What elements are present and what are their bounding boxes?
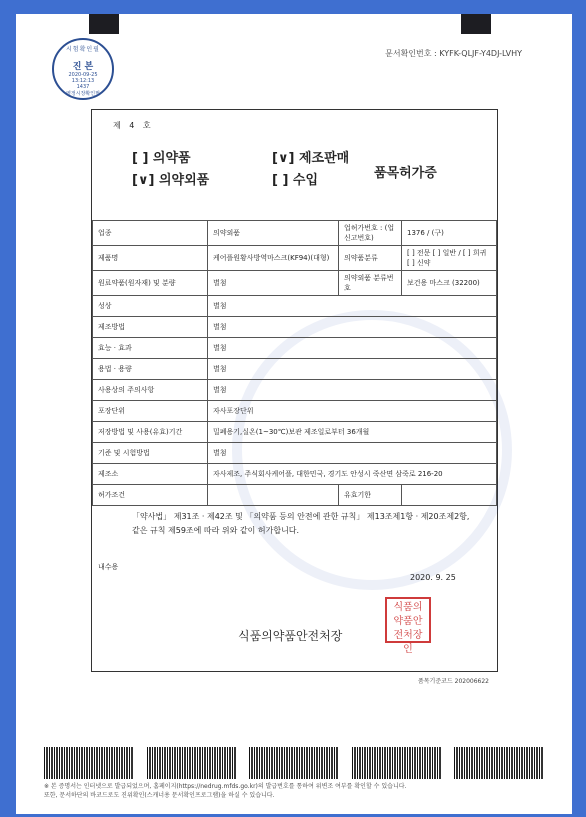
barcode-icon: [249, 747, 339, 779]
stamp-ring-text: 시험확인필: [66, 46, 100, 53]
permit-table: [92, 220, 497, 506]
barcode-icon: [454, 747, 544, 779]
table-row: 제조방법 별첨: [93, 317, 497, 338]
table-row: 사용상의 주의사항 별첨: [93, 380, 497, 401]
certificate-page: [16, 14, 572, 814]
stamp-main-text: 진 본: [72, 62, 94, 72]
item-code: 품목기준코드 202006622: [417, 678, 489, 685]
table-row: 허가조건 유효기한: [93, 485, 497, 506]
table-row: 원료약품(원자재) 및 분량 별첨 의약외품 분류번호 보건용 마스크 (32200): [93, 271, 497, 296]
table-row: 포장단위 자사포장단위: [93, 401, 497, 422]
table-row: 저장방법 및 사용(유효)기간 밀폐용기,실온(1~30℃)보관 제조일로부터 36개월: [93, 422, 497, 443]
table-row: 용법 · 용량 별첨: [93, 359, 497, 380]
category-manufacture-sale: [∨] 제조판매: [272, 151, 350, 166]
barcode-strip: [44, 747, 544, 779]
issuer-name: 식품의약품안전처장: [238, 629, 343, 643]
stamp-dates: 2020-09-25 13:12:13 1437: [68, 72, 98, 90]
table-row: 제품명 케어플원황사방역마스크(KF94)(대형) 의약품분류 [ ] 전문 [ ] 일반 / [ ] 희귀 [ ] 신약: [93, 246, 497, 271]
footer-note: ※ 본 증명서는 인터넷으로 발급되었으며, 홈페이지(https://nedrug.mfds.go.kr)의 발급번호를 통하여 위변조 여부를 확인할 수 있습니다. 또한, 문서하단의 바코드로도 진위확인(스캐너용 문서확인프로그램)을 하실 수 있습니다.: [44, 783, 407, 799]
domestic-use-label: 내수용: [98, 563, 119, 571]
official-seal: 식품의약품안전처장인: [385, 597, 431, 643]
category-checklist: [132, 148, 349, 192]
page-title: 품목허가증: [374, 166, 437, 181]
table-row: 제조소 자사제조, 주식회사케어플, 대한민국, 경기도 안성시 죽산면 삼죽로 216-20: [93, 464, 497, 485]
permit-form: [91, 109, 498, 685]
legal-notice: 「약사법」 제31조 · 제42조 및 「의약품 등의 안전에 관한 규칙」 제13조제1항 · 제20조제2항, 같은 규칙 제59조에 따라 위와 같이 허가합니다.: [132, 512, 470, 535]
category-import: [ ] 수입: [272, 173, 319, 188]
barcode-icon: [147, 747, 237, 779]
document-number: 문서확인번호 : KYFK-QLJF-Y4DJ-LVHY: [385, 49, 522, 58]
category-quasi-drug: [∨] 의약외품: [132, 173, 210, 188]
issue-date: 2020. 9. 25: [410, 573, 456, 582]
binder-clip: [89, 14, 119, 34]
form-number: 제 4 호: [113, 121, 154, 130]
table-row: 업종 의약외품 업허가번호 : (업신고번호) 1376 / (구): [93, 221, 497, 246]
binder-clip: [461, 14, 491, 34]
table-row: 기준 및 시험방법 별첨: [93, 443, 497, 464]
barcode-icon: [352, 747, 442, 779]
table-row: 효능 · 효과 별첨: [93, 338, 497, 359]
table-row: 성상 별첨: [93, 296, 497, 317]
category-medicine: [ ] 의약품: [132, 151, 191, 166]
stamp-bottom-text: 영정시장확인필: [66, 91, 100, 97]
barcode-icon: [44, 747, 134, 779]
authenticity-stamp: [52, 38, 114, 100]
